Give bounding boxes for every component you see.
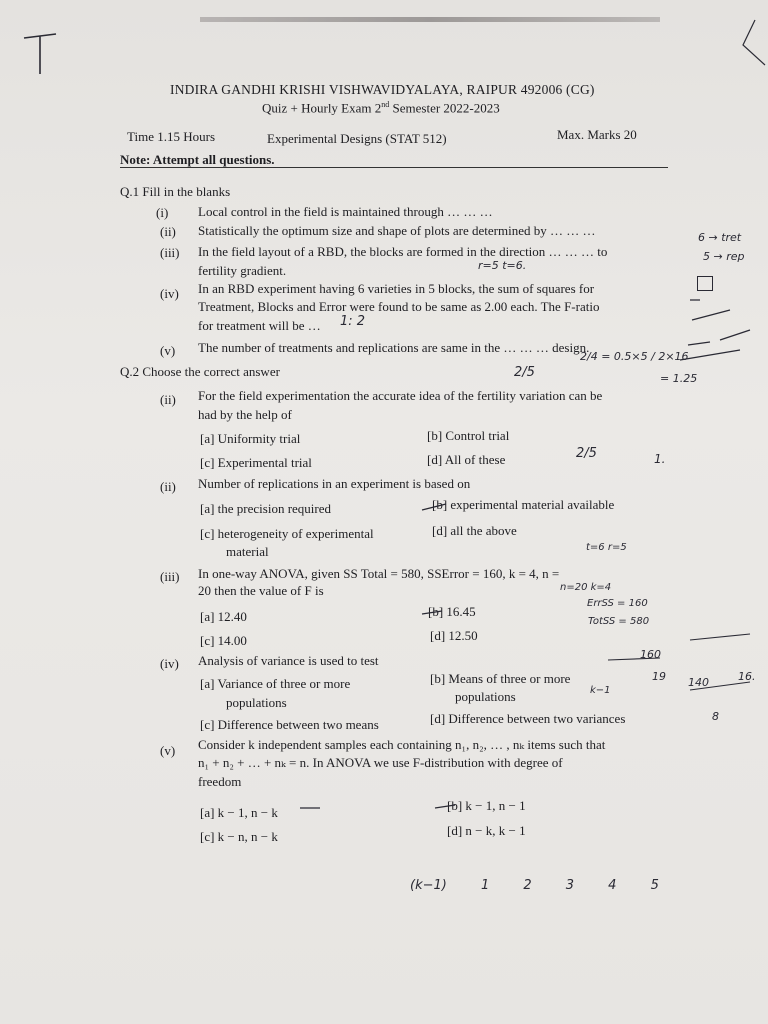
option-a: [a] the precision required xyxy=(200,501,332,516)
q1-item-text-cont: fertility gradient. xyxy=(198,263,287,278)
tick-mark xyxy=(433,800,459,812)
q2-question-text-cont: had by the help of xyxy=(198,407,292,422)
handwritten-note: 140 xyxy=(688,676,709,689)
handwritten-calc-lines xyxy=(600,620,760,720)
q1-item-text-cont: for treatment will be … xyxy=(198,318,321,333)
q1-item-num: (i) xyxy=(156,205,169,220)
exam-title: Quiz + Hourly Exam 2nd Semester 2022-2023 xyxy=(262,100,500,116)
option-c: [c] k − n, n − k xyxy=(200,829,278,844)
exam-time: Time 1.15 Hours xyxy=(127,129,216,144)
q1-item-num: (ii) xyxy=(160,224,176,239)
q1-item-text: In the field layout of a RBD, the blocks are formed in the direction … … … to xyxy=(198,244,608,259)
handwritten-note: 19 xyxy=(652,670,666,683)
q1-item-text: Statistically the optimum size and shape of plots are determined by … … … xyxy=(198,223,596,238)
option-a-cont: populations xyxy=(226,695,287,710)
course-name: Experimental Designs (STAT 512) xyxy=(267,131,447,146)
q2-question-text-cont: 20 then the value of F is xyxy=(198,583,324,598)
option-d: [d] Difference between two variances xyxy=(430,711,626,726)
option-d: [d] n − k, k − 1 xyxy=(447,823,526,838)
option-c-cont: material xyxy=(226,544,269,559)
q1-item-text-cont: Treatment, Blocks and Error were found to be same as 2.00 each. The F-ratio xyxy=(198,299,600,314)
handwritten-note: t=6 r=5 xyxy=(586,542,627,553)
q2-question-num: (iv) xyxy=(160,656,179,671)
handwritten-note: n=20 k=4 xyxy=(560,582,612,593)
option-b: [b] experimental material available xyxy=(432,497,615,512)
handwritten-note: 1. xyxy=(654,452,666,466)
handwritten-note: k−1 xyxy=(590,685,611,696)
q2-question-num: (ii) xyxy=(160,479,176,494)
handwritten-note: 5 → rep xyxy=(703,250,745,263)
q2-title: Q.2 Choose the correct answer xyxy=(120,364,280,379)
q1-item-text: In an RBD experiment having 6 varieties in 5 blocks, the sum of squares for xyxy=(198,281,595,296)
option-c: [c] Difference between two means xyxy=(200,717,379,732)
q2-question-text: For the field experimentation the accurate idea of the fertility variation can be xyxy=(198,388,603,403)
option-d: [d] All of these xyxy=(427,452,506,467)
q2-question-num: (ii) xyxy=(160,392,176,407)
option-a: [a] 12.40 xyxy=(200,609,247,624)
q2-question-text: Number of replications in an experiment is based on xyxy=(198,476,471,491)
q2-question-num: (v) xyxy=(160,743,176,758)
corner-pen-mark xyxy=(20,30,60,80)
q1-item-num: (iii) xyxy=(160,245,180,260)
q1-item-num: (v) xyxy=(160,343,176,358)
max-marks: Max. Marks 20 xyxy=(557,127,637,142)
option-b: [b] 16.45 xyxy=(428,604,476,619)
option-a: [a] Uniformity trial xyxy=(200,431,301,446)
option-c: [c] heterogeneity of experimental xyxy=(200,526,374,541)
q2-question-num: (iii) xyxy=(160,569,180,584)
q2-question-text-cont: n₁ + n₂ + … + nₖ = n. In ANOVA we use F-distribution with degree of xyxy=(198,755,563,770)
university-name: INDIRA GANDHI KRISHI VISHWAVIDYALAYA, RAIPUR 492006 (CG) xyxy=(170,82,595,97)
q2-question-text: Analysis of variance is used to test xyxy=(198,653,379,668)
q1-item-text: Local control in the field is maintained through … … … xyxy=(198,204,493,219)
option-d: [d] all the above xyxy=(432,523,517,538)
q2-question-text: Consider k independent samples each containing n₁, n₂, … , nₖ items such that xyxy=(198,737,606,752)
handwritten-fraction-work xyxy=(670,290,760,380)
handwritten-note: 6 → tret xyxy=(698,231,742,244)
option-b: [b] Means of three or more xyxy=(430,671,571,686)
tick-mark xyxy=(420,606,446,618)
q1-title: Q.1 Fill in the blanks xyxy=(120,184,231,199)
handwritten-note: 8 xyxy=(712,710,719,723)
tick-mark xyxy=(298,803,324,813)
handwritten-note: 16. xyxy=(738,670,756,683)
option-b: [b] Control trial xyxy=(427,428,510,443)
handwritten-note: = 1.25 xyxy=(660,372,698,385)
scan-edge xyxy=(200,17,660,22)
option-a: [a] Variance of three or more xyxy=(200,676,351,691)
handwritten-note: ErrSS = 160 xyxy=(587,598,648,609)
header-rule xyxy=(120,167,668,168)
option-b: [b] k − 1, n − 1 xyxy=(447,798,526,813)
q2-question-text-cont: freedom xyxy=(198,774,242,789)
handwritten-note: (k−1) 1 2 3 4 5 xyxy=(410,878,659,893)
handwritten-note: 160 xyxy=(640,648,661,661)
q1-item-num: (iv) xyxy=(160,286,179,301)
option-b-cont: populations xyxy=(455,689,516,704)
margin-pen-mark xyxy=(735,15,768,75)
handwritten-box xyxy=(697,276,713,291)
handwritten-answer: 1: 2 xyxy=(340,314,366,329)
option-a: [a] k − 1, n − k xyxy=(200,805,278,820)
option-d: [d] 12.50 xyxy=(430,628,478,643)
handwritten-note: 2/5 xyxy=(576,446,597,461)
handwritten-note: 2/5 xyxy=(514,365,535,380)
handwritten-note: 2/4 = 0.5×5 / 2×16 xyxy=(580,350,689,363)
q1-item-text: The number of treatments and replications are same in the … … … design. xyxy=(198,340,590,355)
handwritten-note: TotSS = 580 xyxy=(588,616,650,627)
q2-question-text: In one-way ANOVA, given SS Total = 580, SSError = 160, k = 4, n = xyxy=(198,566,560,581)
tick-mark xyxy=(420,500,450,514)
option-c: [c] 14.00 xyxy=(200,633,247,648)
handwritten-note: r=5 t=6. xyxy=(478,259,527,272)
note-text: Note: Attempt all questions. xyxy=(120,152,275,167)
option-c: [c] Experimental trial xyxy=(200,455,312,470)
